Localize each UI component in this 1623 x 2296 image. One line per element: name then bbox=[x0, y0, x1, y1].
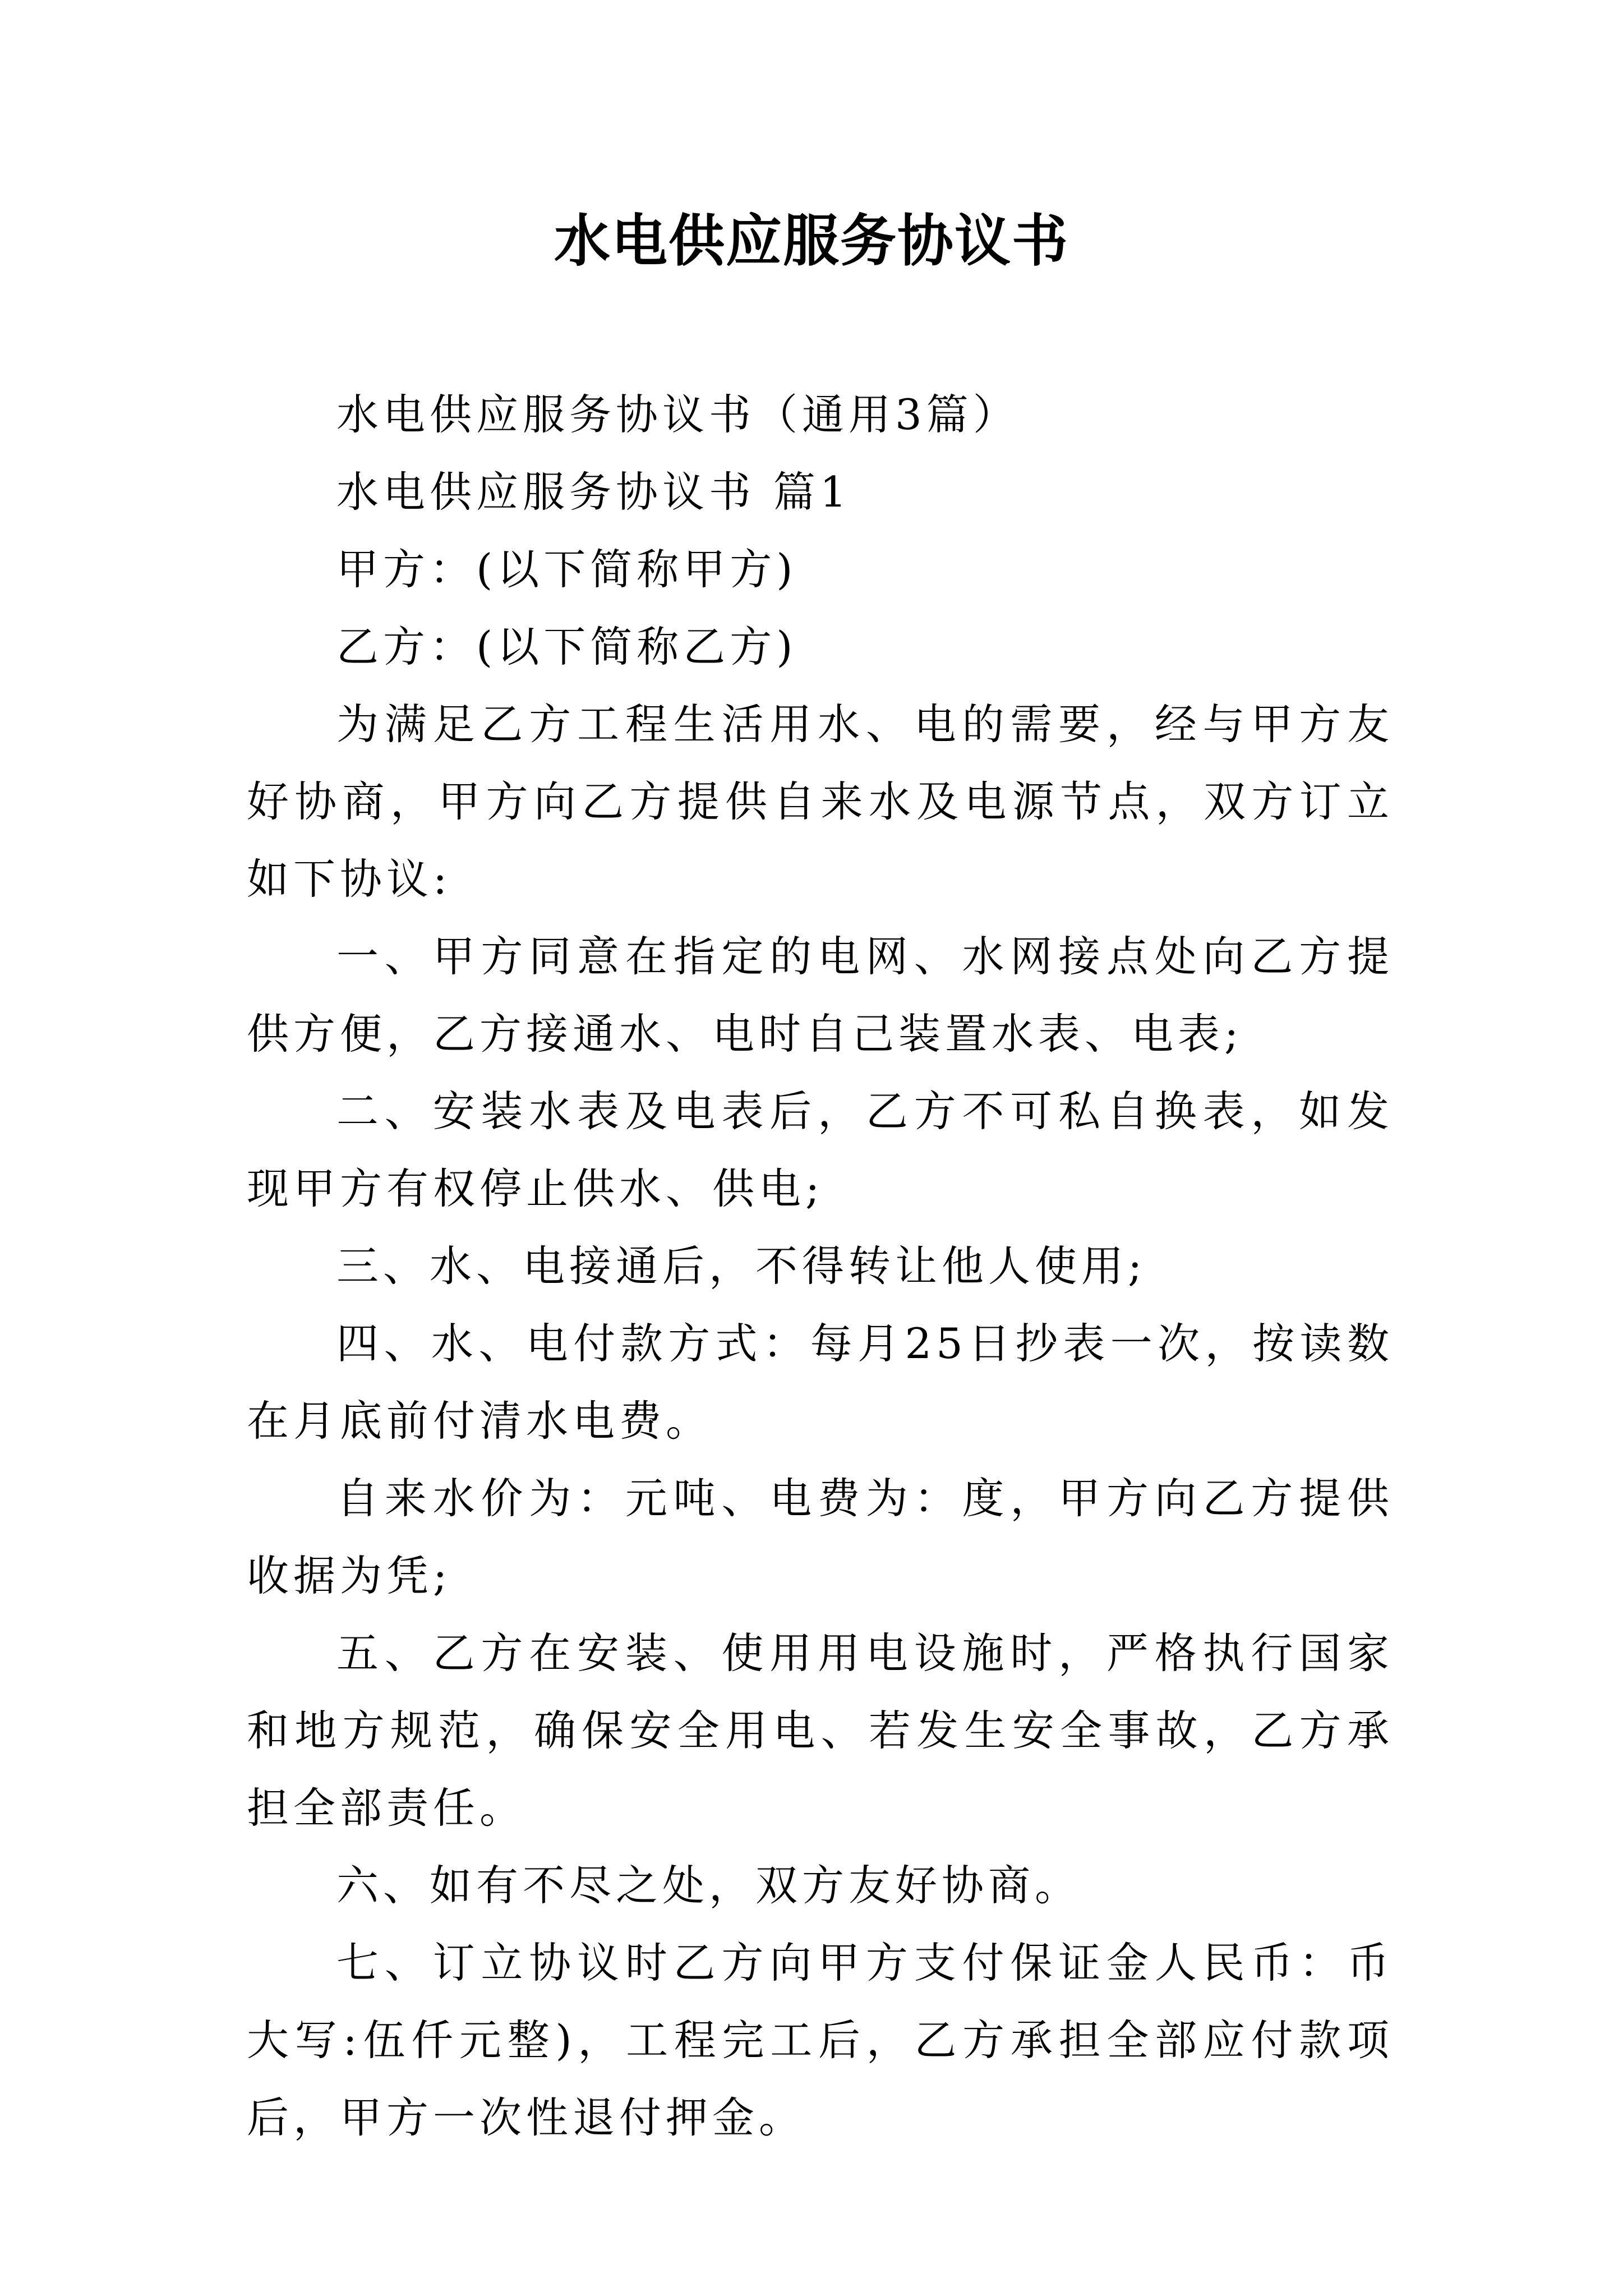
paragraph-clause-2: 二、安装水表及电表后，乙方不可私自换表，如发现甲方有权停止供水、供电; bbox=[247, 1087, 1394, 1213]
document-body bbox=[247, 376, 1394, 2156]
paragraph-party-a: 甲方：(以下简称甲方) bbox=[336, 545, 797, 594]
paragraph-part-heading: 水电供应服务协议书 篇1 bbox=[336, 467, 851, 517]
paragraph-subtitle: 水电供应服务协议书（通用3篇） bbox=[336, 390, 1020, 439]
paragraph-preamble: 为满足乙方工程生活用水、电的需要，经与甲方友好协商，甲方向乙方提供自来水及电源节点，双方订立如下协议: bbox=[247, 700, 1394, 904]
document-title: 水电供应服务协议书 bbox=[554, 208, 1069, 274]
paragraph-clause-3: 三、水、电接通后，不得转让他人使用; bbox=[336, 1241, 1147, 1291]
paragraph-clause-4: 四、水、电付款方式：每月25日抄表一次，按读数在月底前付清水电费。 bbox=[247, 1319, 1394, 1446]
paragraph-clause-5: 五、乙方在安装、使用用电设施时，严格执行国家和地方规范，确保安全用电、若发生安全事故，乙方承担全部责任。 bbox=[247, 1628, 1394, 1833]
paragraph-party-b: 乙方：(以下简称乙方) bbox=[336, 622, 797, 671]
paragraph-pricing: 自来水价为：元吨、电费为：度，甲方向乙方提供收据为凭; bbox=[247, 1474, 1394, 1600]
paragraph-clause-6: 六、如有不尽之处，双方友好协商。 bbox=[336, 1861, 1082, 1910]
paragraph-clause-1: 一、甲方同意在指定的电网、水网接点处向乙方提供方便，乙方接通水、电时自己装置水表、电表; bbox=[247, 932, 1394, 1059]
paragraph-clause-7: 七、订立协议时乙方向甲方支付保证金人民币：币大写:伍仟元整)，工程完工后，乙方承担全部应付款项后，甲方一次性退付押金。 bbox=[247, 1938, 1394, 2142]
